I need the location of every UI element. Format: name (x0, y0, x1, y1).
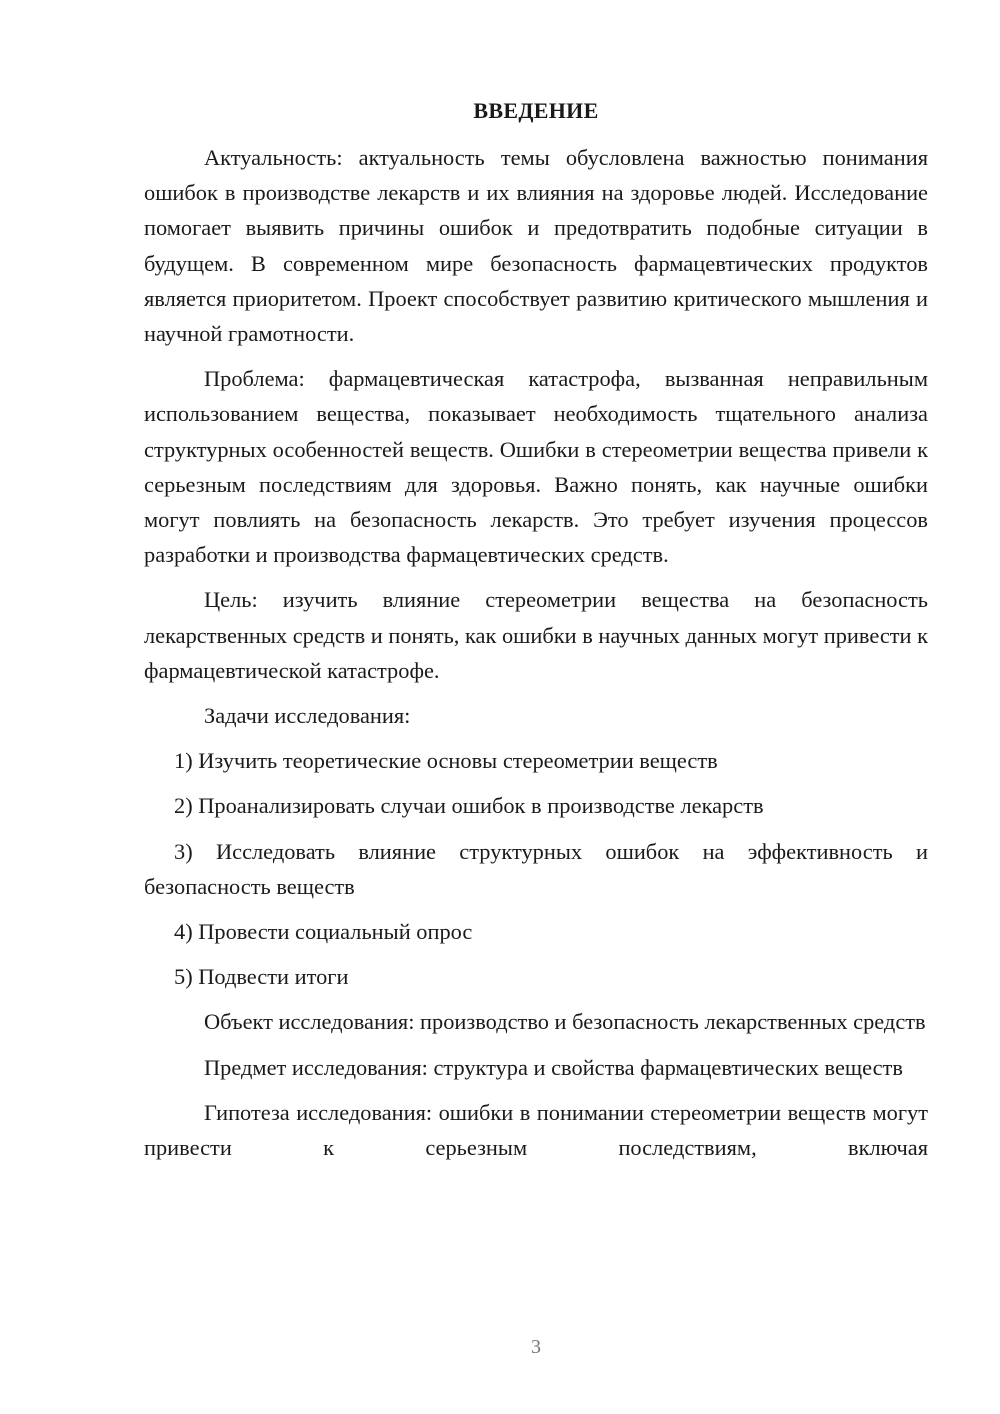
paragraph-hypothesis: Гипотеза исследования: ошибки в понимании стереометрии веществ могут привести к серьезным последствиям, включая (144, 1099, 928, 1161)
list-item-task-5: 5) Подвести итоги (174, 964, 349, 990)
list-item-task-3: 3) Исследовать влияние структурных ошибок на эффективность и безопасность веществ (144, 838, 928, 899)
paragraph-subject: Предмет исследования: структура и свойства фармацевтических веществ (204, 1054, 903, 1080)
page-title: ВВЕДЕНИЕ (473, 98, 599, 123)
page-number: 3 (531, 1336, 541, 1358)
list-item-task-2: 2) Проанализировать случаи ошибок в производстве лекарств (174, 793, 764, 819)
tasks-heading: Задачи исследования: (204, 703, 411, 729)
list-item-task-1: 1) Изучить теоретические основы стереометрии веществ (174, 748, 718, 774)
document-page (144, 0, 928, 1414)
list-item-task-4: 4) Провести социальный опрос (174, 919, 473, 945)
document-body (144, 140, 928, 1175)
paragraph-goal: Цель: изучить влияние стереометрии вещества на безопасность лекарственных средств и понять, как ошибки в научных данных могут привести к фармацевтической катастрофе. (144, 587, 928, 683)
paragraph-object: Объект исследования: производство и безопасность лекарственных средств (204, 1009, 926, 1035)
paragraph-relevance: Актуальность: актуальность темы обусловлена важностью понимания ошибок в производстве лекарств и их влияния на здоровье людей. Исследование помогает выявить причины ошибок и предотвратить подобные ситуации в будущем. В современном мире безопасность фармацевтических продуктов является приоритетом. Проект способствует развитию критического мышления и научной грамотности. (144, 145, 928, 347)
paragraph-problem: Проблема: фармацевтическая катастрофа, вызванная неправильным использованием вещества, показывает необходимость тщательного анализа структурных особенностей веществ. Ошибки в стереометрии вещества привели к серьезным последствиям для здоровья. Важно понять, как научные ошибки могут повлиять на безопасность лекарств. Это требует изучения процессов разработки и производства фармацевтических средств. (144, 366, 928, 568)
